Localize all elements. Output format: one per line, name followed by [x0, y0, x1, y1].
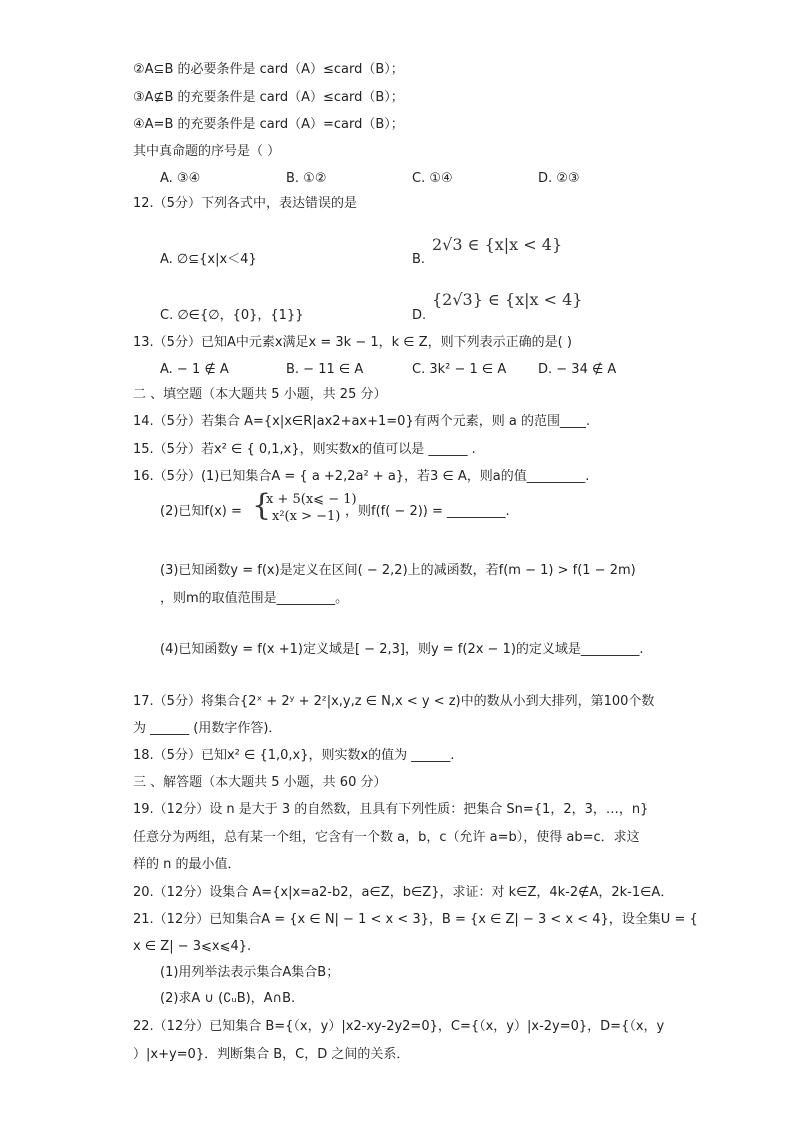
q16-part-3-line-2: ，则m的取值范围是_________。 [160, 591, 349, 606]
q11-statement-4: ④A=B 的充要条件是 card（A）=card（B）； [133, 117, 404, 132]
q21-line-2: x ∈ Z| − 3⩽x⩽4}. [133, 939, 252, 954]
q12-option-d-math: {2√3} ∈ {x|x < 4} [432, 290, 583, 309]
q16-part-2-prefix: (2)已知f(x) = [160, 504, 242, 519]
q12-option-b-math: 2√3 ∈ {x|x < 4} [432, 235, 563, 254]
section-answer-title: 三 、解答题（本大题共 5 小题，共 60 分） [133, 775, 387, 790]
q19-line-1: 19.（12分）设 n 是大于 3 的自然数，且具有下列性质：把集合 Sn={1，2，3，…，n} [133, 802, 649, 817]
q16-part-1: 16.（5分）(1)已知集合A = { a +2,2a² + a}，若3 ∈ A，则a的值_________. [133, 469, 590, 484]
q22-line-1: 22.（12分）已知集合 B={（x，y）|x2-xy-2y2=0}，C={（x，y）|x-2y=0}，D={（x，y [133, 1019, 665, 1034]
q13-stem: 13.（5分）已知A中元素x满足x = 3k − 1，k ∈ Z，则下列表示正确的是( ) [133, 335, 572, 350]
q11-option-b: B. ①② [286, 171, 327, 186]
piecewise-top-case: x + 5(x⩽ − 1) [266, 492, 357, 507]
q13-option-b: B. − 11 ∈ A [286, 362, 364, 377]
q11-option-c: C. ①④ [412, 171, 453, 186]
q11-option-a: A. ③④ [160, 171, 201, 186]
q12-option-a: A. ∅⊆{x|x＜4} [160, 252, 257, 267]
q12-option-d-label: D. [412, 308, 427, 323]
q16-part-4: (4)已知函数y = f(x +1)定义域是[ − 2,3]，则y = f(2x − 1)的定义域是_________. [160, 642, 644, 657]
q21-line-1: 21.（12分）已知集合A = {x ∈ N| − 1 < x < 3}，B = {x ∈ Z| − 3 < x < 4}，设全集U = { [133, 912, 698, 927]
q16-part-3-line-1: (3)已知函数y = f(x)是定义在区间( − 2,2)上的减函数，若f(m − 1) > f(1 − 2m) [160, 563, 636, 578]
piecewise-bottom-case: x²(x > −1) [272, 509, 341, 524]
q12-option-b-label: B. [412, 252, 426, 267]
q11-statement-2: ②A⊆B 的必要条件是 card（A）≤card（B）； [133, 62, 404, 77]
piecewise-brace: { [252, 488, 272, 523]
q17-line-2: 为 ______ (用数字作答)． [133, 721, 282, 736]
q22-line-2: ）|x+y=0}．判断集合 B，C，D 之间的关系． [133, 1047, 410, 1062]
q12-option-c: C. ∅∈{∅，{0}，{1}} [160, 308, 304, 323]
q16-part-2-suffix: ，则f(f( − 2)) = _________. [345, 504, 510, 519]
section-fill-in-title: 二 、填空题（本大题共 5 小题，共 25 分） [133, 387, 387, 402]
q19-line-3: 样的 n 的最小值． [133, 857, 241, 872]
q17-line-1: 17.（5分）将集合{2ˣ + 2ʸ + 2ᶻ|x,y,z ∈ N,x < y < z)中的数从小到大排列，第100个数 [133, 694, 655, 709]
q11-option-d: D. ②③ [538, 171, 580, 186]
q21-part-2: (2)求A ∪ (∁ᵤB)，A∩B. [160, 991, 296, 1006]
q13-option-d: D. − 34 ∉ A [538, 362, 617, 377]
q11-question: 其中真命题的序号是（ ） [133, 144, 281, 159]
q19-line-2: 任意分为两组，总有某一个组，它含有一个数 a，b，c（允许 a=b），使得 ab=c．求这 [133, 830, 640, 845]
q18-stem: 18.（5分）已知x² ∈ {1,0,x}，则实数x的值为 ______. [133, 748, 455, 763]
q21-part-1: (1)用列举法表示集合A集合B； [160, 965, 340, 980]
q13-option-a: A. − 1 ∉ A [160, 362, 229, 377]
q14-stem: 14.（5分）若集合 A={x|x∈R|ax2+ax+1=0}有两个元素，则 a 的范围____. [133, 414, 591, 429]
q13-option-c: C. 3k² − 1 ∈ A [412, 362, 507, 377]
q20-stem: 20.（12分）设集合 A={x|x=a2-b2，a∈Z，b∈Z}，求证：对 k∈Z，4k-2∉A，2k-1∈A． [133, 885, 674, 900]
q11-statement-3: ③A⊈B 的充要条件是 card（A）≤card（B）； [133, 90, 404, 105]
q15-stem: 15.（5分）若x² ∈ { 0,1,x}，则实数x的值可以是 ______ . [133, 442, 476, 457]
q12-stem: 12.（5分）下列各式中，表达错误的是 [133, 196, 357, 211]
